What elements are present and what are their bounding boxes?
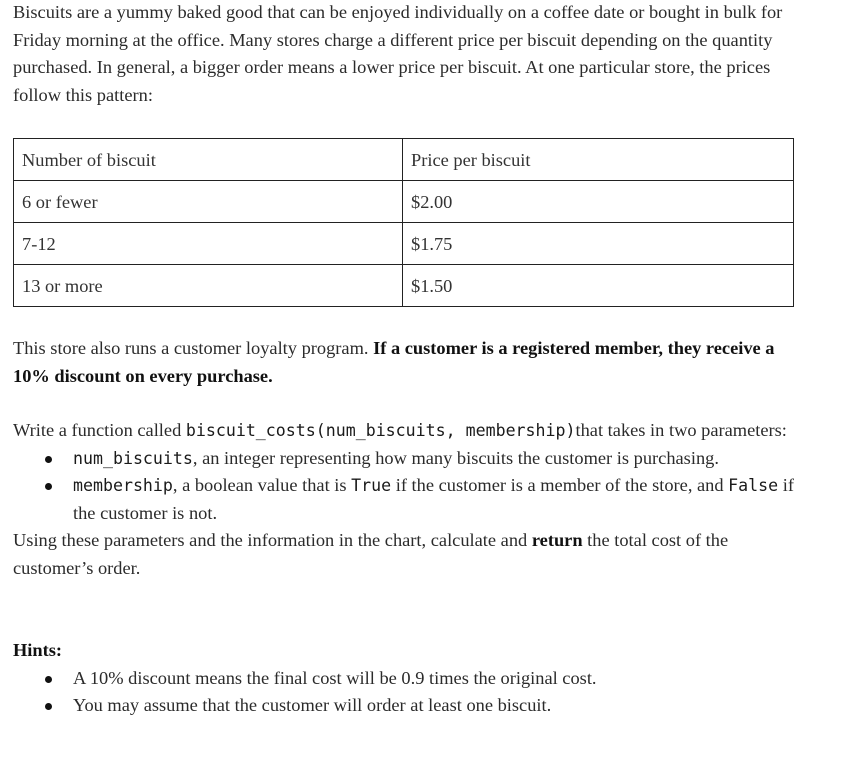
intro-paragraph: Biscuits are a yummy baked good that can be enjoyed individually on a coffee date or bought in bulk for Friday morning at the office. Many stores charge a different price per biscuit depending on the quantity purchased. In general, a bigger order means a lower price per biscuit. At one particular store, the prices follow this pattern: — [13, 2, 783, 105]
hint-text: You may assume that the customer will order at least one biscuit. — [73, 695, 552, 715]
price-table — [13, 138, 794, 307]
param-description: , a boolean value that is — [172, 475, 352, 495]
table-row — [14, 223, 794, 265]
false-keyword: False — [728, 476, 779, 495]
hints-section — [13, 637, 803, 720]
instruction-paragraph — [13, 527, 803, 582]
table-cell-quantity: 7-12 — [14, 223, 403, 265]
bullet-icon — [45, 676, 52, 683]
table-header-price: Price per biscuit — [403, 139, 794, 181]
loyalty-paragraph — [13, 335, 803, 390]
table-header-quantity: Number of biscuit — [14, 139, 403, 181]
table-row — [14, 181, 794, 223]
param-description: if the customer is not. — [73, 475, 794, 523]
hint-text: A 10% discount means the final cost will be 0.9 times the original cost. — [73, 667, 597, 688]
problem-statement — [13, 0, 803, 715]
bullet-icon — [45, 483, 52, 490]
hints-title: Hints: — [13, 640, 63, 660]
list-item — [73, 445, 803, 473]
param-description: if the customer is a member of the store, and — [391, 475, 729, 495]
bullet-icon — [45, 703, 52, 710]
loyalty-text: This store also runs a customer loyalty program. — [13, 338, 374, 358]
table-cell-price: $1.75 — [403, 223, 794, 265]
list-item — [73, 692, 803, 720]
task-lead-text: Write a function called — [13, 420, 186, 440]
table-cell-price: $1.50 — [403, 265, 794, 307]
return-keyword: return — [531, 530, 583, 550]
table-cell-price: $2.00 — [403, 181, 794, 223]
param-description: , an integer representing how many biscuits the customer is purchasing. — [192, 447, 719, 468]
task-section — [13, 417, 803, 582]
param-name: membership — [73, 476, 173, 495]
parameter-list — [13, 445, 803, 528]
instruction-text: the total cost of the customer’s order. — [13, 530, 729, 578]
param-name: num_biscuits — [73, 448, 193, 468]
task-paragraph — [13, 417, 803, 445]
loyalty-discount-text: If a customer is a registered member, they receive a 10% discount on every purchase. — [13, 338, 775, 386]
table-cell-quantity: 6 or fewer — [14, 181, 403, 223]
hints-list — [13, 665, 803, 720]
table-cell-quantity: 13 or more — [14, 265, 403, 307]
list-item — [73, 472, 803, 527]
instruction-text: Using these parameters and the information in the chart, calculate and — [13, 530, 532, 550]
task-tail-text: that takes in two parameters: — [575, 420, 787, 440]
bullet-icon — [45, 456, 52, 463]
function-signature: biscuit_costs(num_biscuits, membership) — [185, 421, 576, 440]
table-row — [14, 265, 794, 307]
true-keyword: True — [351, 476, 392, 495]
list-item — [73, 665, 803, 693]
table-header-row — [14, 139, 794, 181]
